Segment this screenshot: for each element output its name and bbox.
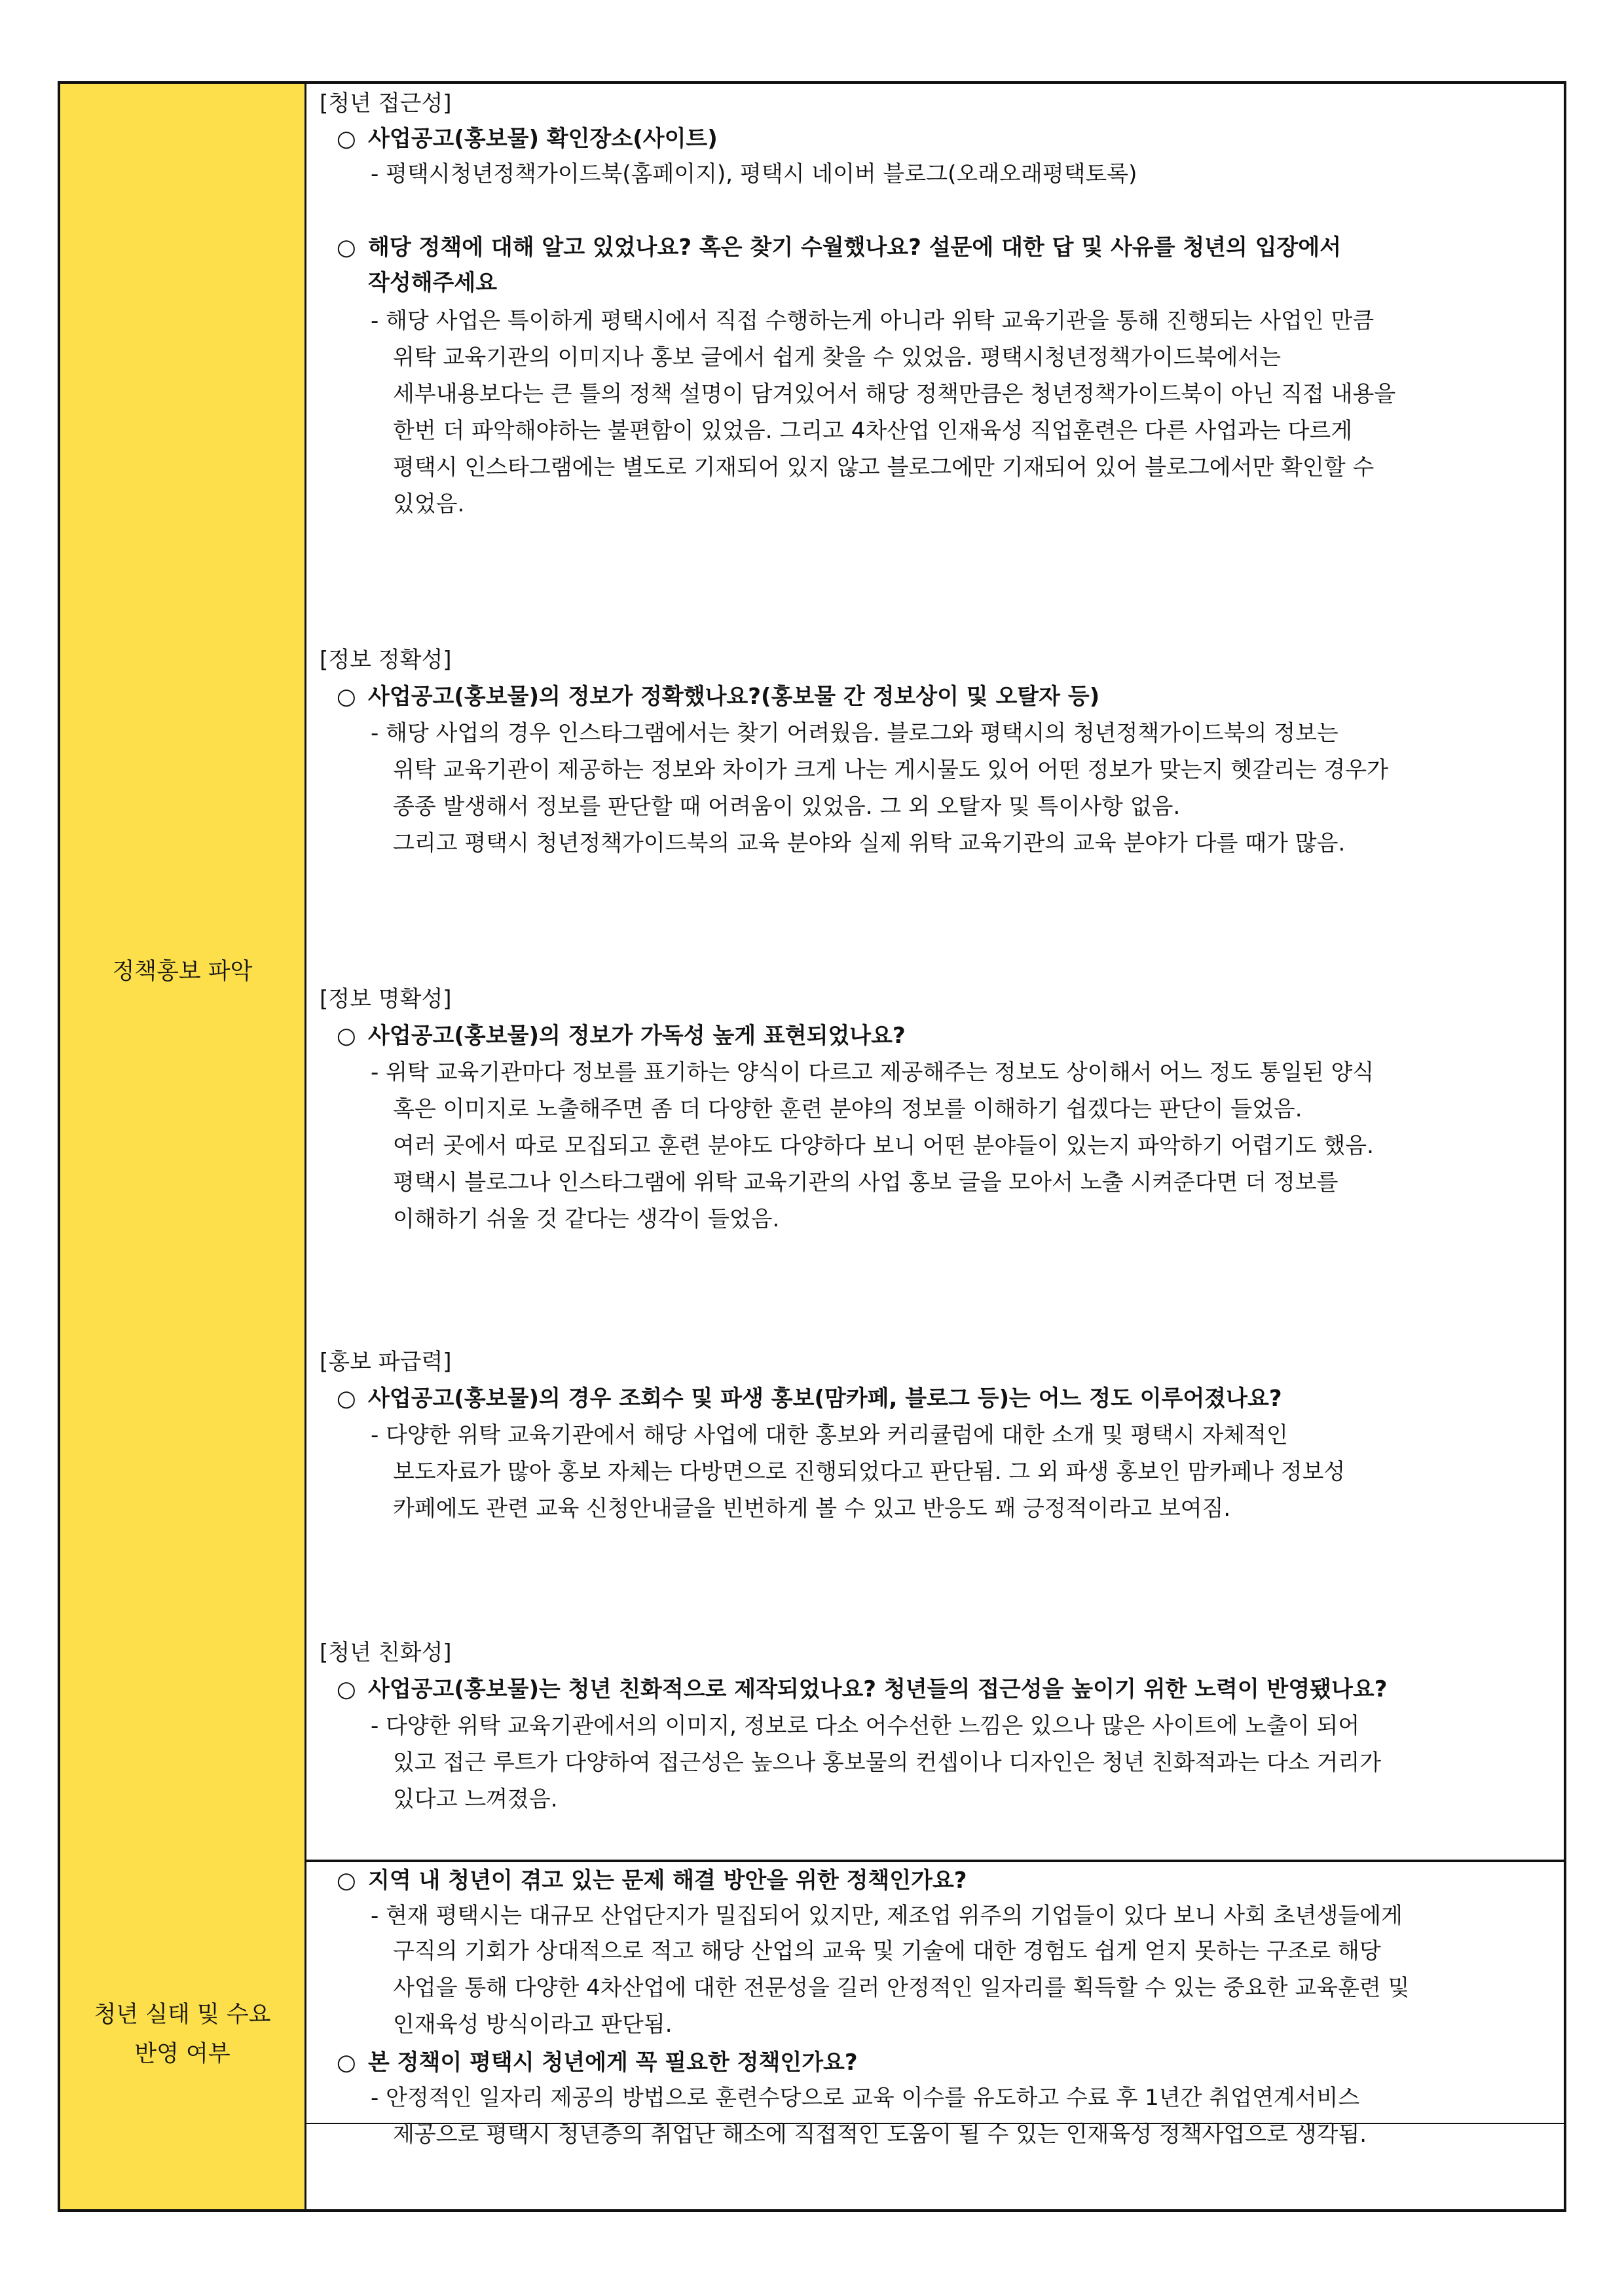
question	[337, 124, 718, 153]
answer-continued: 그리고 평택시 청년정책가이드북의 교육 분야와 실제 위탁 교육기관의 교육 분야가 다를 때가 많음.	[393, 830, 1346, 856]
question	[337, 1866, 967, 1895]
answer-continued: 있었음.	[393, 491, 465, 517]
question-text: 지역 내 청년이 겪고 있는 문제 해결 방안을 위한 정책인가요?	[368, 1867, 967, 1894]
answer-continued: 제공으로 평택시 청년층의 취업난 해소에 직접적인 도움이 될 수 있는 인재육성 정책사업으로 생각됨.	[393, 2121, 1367, 2148]
evaluation-table	[58, 81, 1566, 2212]
answer-continued: 구직의 기회가 상대적으로 적고 해당 산업의 교육 및 기술에 대한 경험도 쉽게 얻지 못하는 구조로 해당	[393, 1938, 1381, 1964]
row-label: 정책홍보 파악	[112, 959, 253, 985]
answer-line: - 다양한 위탁 교육기관에서 해당 사업에 대한 홍보와 커리큘럼에 대한 소개 및 평택시 자체적인	[371, 1422, 1288, 1448]
answer-continued: 세부내용보다는 큰 틀의 정책 설명이 담겨있어서 해당 정책만큼은 청년정책가이드북이 아닌 직접 내용을	[393, 381, 1396, 407]
answer-continued: 여러 곳에서 따로 모집되고 훈련 분야도 다양하다 보니 어떤 분야들이 있는지 파악하기 어렵기도 했음.	[393, 1133, 1374, 1159]
answer-continued: 보도자료가 많아 홍보 자체는 다방면으로 진행되었다고 판단됨. 그 외 파생 홍보인 맘카페나 정보성	[393, 1459, 1346, 1485]
question	[337, 1675, 1388, 1704]
row-label-cell	[60, 84, 306, 1860]
row-label-line: 반영 여부	[134, 2041, 231, 2067]
question-text: 본 정책이 평택시 청년에게 꼭 필요한 정책인가요?	[368, 2049, 858, 2076]
youth-demand-content	[306, 1860, 1564, 2209]
question-continued: 작성해주세요	[368, 270, 498, 296]
question-text: 사업공고(홍보물) 확인장소(사이트)	[368, 126, 718, 152]
answer-continued: 인재육성 방식이라고 판단됨.	[393, 2011, 673, 2038]
circle-bullet-icon: ○	[337, 234, 356, 261]
section-heading: [청년 친화성]	[320, 1640, 452, 1666]
answer-continued: 카페에도 관련 교육 신청안내글을 빈번하게 볼 수 있고 반응도 꽤 긍정적이라고 보여짐.	[393, 1496, 1231, 1522]
answer-line: - 해당 사업은 특이하게 평택시에서 직접 수행하는게 아니라 위탁 교육기관을 통해 진행되는 사업인 만큼	[371, 308, 1375, 334]
section-heading: [정보 정확성]	[320, 647, 452, 673]
answer-line: - 안정적인 일자리 제공의 방법으로 훈련수당으로 교육 이수를 유도하고 수료 후 1년간 취업연계서비스	[371, 2085, 1360, 2111]
question-text: 사업공고(홍보물)는 청년 친화적으로 제작되었나요? 청년들의 접근성을 높이기 위한 노력이 반영됐나요?	[368, 1676, 1388, 1702]
answer-line: - 현재 평택시는 대규모 산업단지가 밀집되어 있지만, 제조업 위주의 기업들이 있다 보니 사회 초년생들에게	[371, 1903, 1403, 1929]
answer-line: - 위탁 교육기관마다 정보를 표기하는 양식이 다르고 제공해주는 정보도 상이해서 어느 정도 통일된 양식	[371, 1059, 1375, 1086]
circle-bullet-icon: ○	[337, 1867, 356, 1894]
answer-continued: 평택시 인스타그램에는 별도로 기재되어 있지 않고 블로그에만 기재되어 있어 블로그에서만 확인할 수	[393, 454, 1375, 481]
answer-continued: 있고 접근 루트가 다양하여 접근성은 높으나 홍보물의 컨셉이나 디자인은 청년 친화적과는 다소 거리가	[393, 1750, 1382, 1776]
answer-line: - 평택시청년정책가이드북(홈페이지), 평택시 네이버 블로그(오래오래평택토록)	[371, 161, 1137, 187]
question	[337, 1021, 906, 1050]
circle-bullet-icon: ○	[337, 2049, 356, 2076]
section-heading: [청년 접근성]	[320, 90, 452, 117]
answer-continued: 사업을 통해 다양한 4차산업에 대한 전문성을 길러 안정적인 일자리를 획득할 수 있는 중요한 교육훈련 및	[393, 1975, 1410, 2001]
circle-bullet-icon: ○	[337, 684, 356, 710]
circle-bullet-icon: ○	[337, 126, 356, 152]
answer-continued: 혹은 이미지로 노출해주면 좀 더 다양한 훈련 분야의 정보를 이해하기 쉽겠다는 판단이 들었음.	[393, 1096, 1302, 1122]
answer-continued: 한번 더 파악해야하는 불편함이 있었음. 그리고 4차산업 인재육성 직업훈련은 다른 사업과는 다르게	[393, 418, 1353, 444]
question-text: 사업공고(홍보물)의 정보가 가독성 높게 표현되었나요?	[368, 1023, 906, 1049]
circle-bullet-icon: ○	[337, 1386, 356, 1412]
section-heading: [홍보 파급력]	[320, 1349, 452, 1375]
policy-promotion-row	[60, 84, 1564, 1862]
youth-demand-row	[60, 1860, 1564, 2209]
circle-bullet-icon: ○	[337, 1676, 356, 1702]
answer-continued: 있다고 느껴졌음.	[393, 1786, 558, 1812]
section-heading: [정보 명확성]	[320, 986, 452, 1012]
question	[337, 1384, 1282, 1413]
question-text: 해당 정책에 대해 알고 있었나요? 혹은 찾기 수월했나요? 설문에 대한 답 및 사유를 청년의 입장에서	[368, 234, 1342, 261]
answer-continued: 위탁 교육기관이 제공하는 정보와 차이가 크게 나는 게시물도 있어 어떤 정보가 맞는지 헷갈리는 경우가	[393, 757, 1388, 783]
answer-line: - 다양한 위탁 교육기관에서의 이미지, 정보로 다소 어수선한 느낌은 있으나 많은 사이트에 노출이 되어	[371, 1713, 1360, 1739]
question	[337, 233, 1341, 262]
answer-continued: 평택시 블로그나 인스타그램에 위탁 교육기관의 사업 홍보 글을 모아서 노출 시켜준다면 더 정보를	[393, 1169, 1338, 1196]
question	[337, 682, 1099, 711]
policy-promotion-content	[306, 84, 1564, 1860]
row-label-line: 청년 실태 및 수요	[94, 2002, 271, 2028]
answer-continued: 이해하기 쉬울 것 같다는 생각이 들었음.	[393, 1206, 780, 1232]
answer-continued: 종종 발생해서 정보를 판단할 때 어려움이 있었음. 그 외 오탈자 및 특이사항 없음.	[393, 794, 1181, 820]
answer-continued: 위탁 교육기관의 이미지나 홍보 글에서 쉽게 찾을 수 있었음. 평택시청년정책가이드북에서는	[393, 344, 1282, 371]
question-text: 사업공고(홍보물)의 경우 조회수 및 파생 홍보(맘카페, 블로그 등)는 어느 정도 이루어졌나요?	[368, 1386, 1282, 1412]
answer-line: - 해당 사업의 경우 인스타그램에서는 찾기 어려웠음. 블로그와 평택시의 청년정책가이드북의 정보는	[371, 720, 1338, 746]
circle-bullet-icon: ○	[337, 1023, 356, 1049]
question-text: 사업공고(홍보물)의 정보가 정확했나요?(홍보물 간 정보상이 및 오탈자 등)	[368, 684, 1100, 710]
row-label-cell	[60, 1860, 306, 2209]
question	[337, 2048, 858, 2077]
